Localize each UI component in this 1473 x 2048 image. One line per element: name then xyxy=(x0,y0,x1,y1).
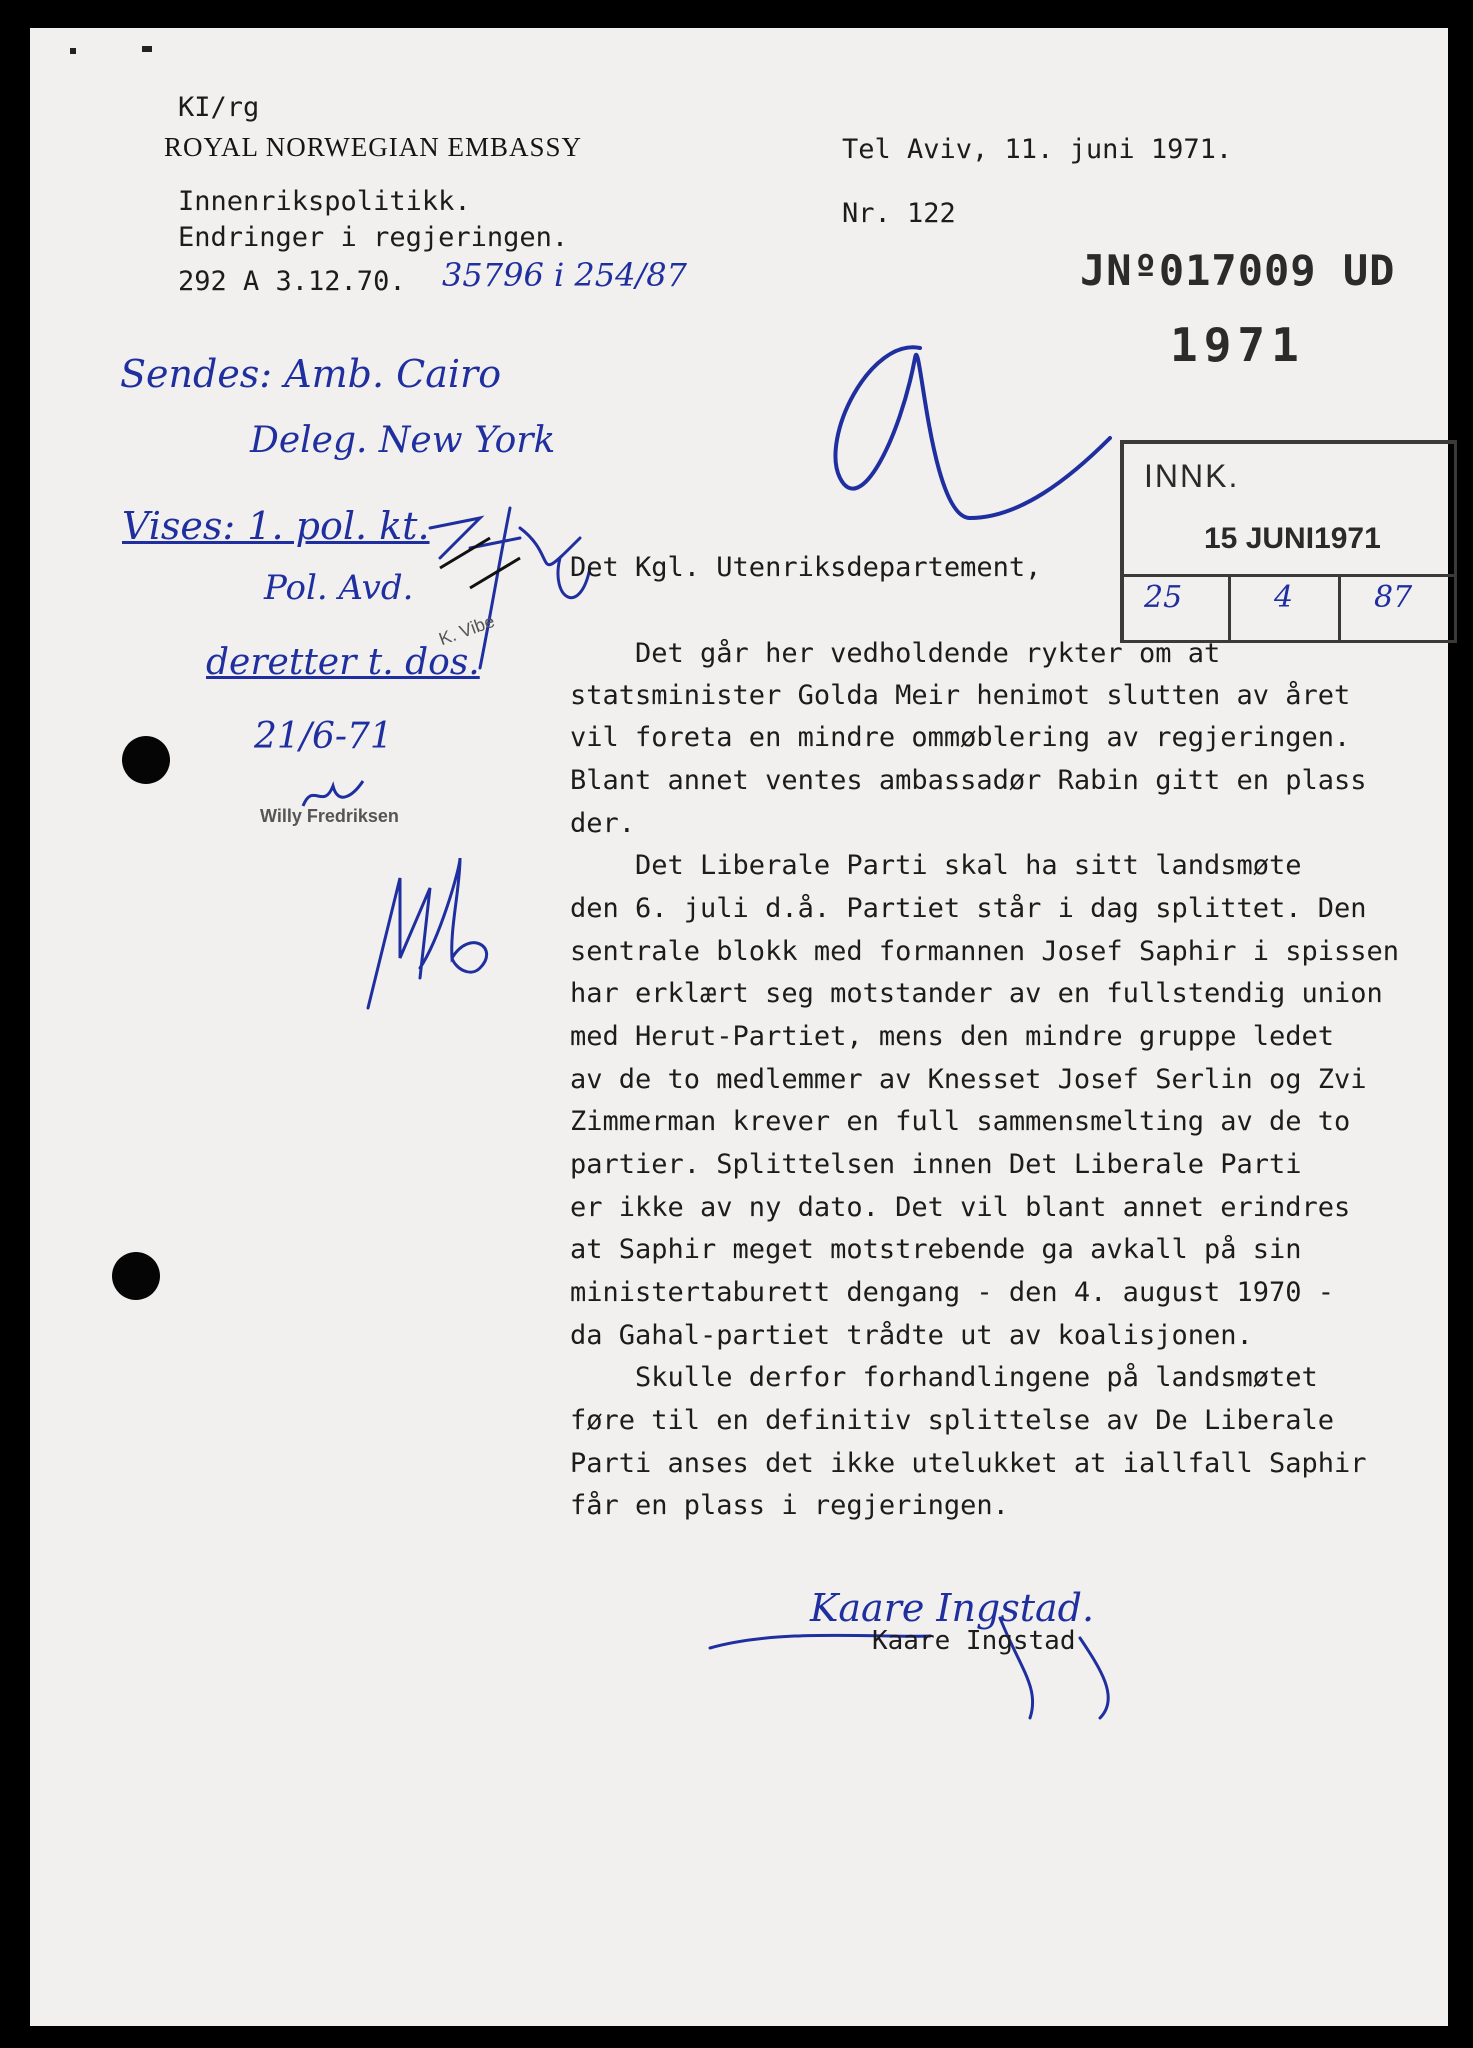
corner-mark xyxy=(70,48,76,54)
body-line: partier. Splittelsen innen Det Liberale Parti xyxy=(570,1149,1302,1180)
punch-hole xyxy=(112,1252,160,1300)
body-line: ministertaburett dengang - den 4. august 1970 - xyxy=(570,1277,1335,1308)
journal-stamp-number: JNº017009 UD xyxy=(1080,246,1396,295)
body-line: statsminister Golda Meir henimot slutten av året xyxy=(570,680,1351,711)
received-stamp xyxy=(1120,440,1457,643)
vibe-stamp: K. Vibe xyxy=(436,610,498,650)
stamp-cell-1: 25 xyxy=(1144,580,1183,615)
body-line: Det Liberale Parti skal ha sitt landsmøte xyxy=(570,850,1302,881)
subject-line-1: Innenrikspolitikk. xyxy=(178,186,471,217)
body-line: har erklært seg motstander av en fullstendig union xyxy=(570,978,1383,1009)
document-page xyxy=(30,28,1448,2026)
reference-handwritten: 35796 i 254/87 xyxy=(442,256,687,294)
place-date: Tel Aviv, 11. juni 1971. xyxy=(842,134,1233,165)
fredriksen-signature xyxy=(298,776,368,816)
stamp-divider xyxy=(1124,574,1454,577)
body-line: vil foreta en mindre ommøblering av regjeringen. xyxy=(570,722,1351,753)
note-sendes-2: Deleg. New York xyxy=(250,420,556,461)
body-line: av de to medlemmer av Knesset Josef Serlin og Zvi xyxy=(570,1064,1367,1095)
body-line: at Saphir meget motstrebende ga avkall på sin xyxy=(570,1234,1302,1265)
stamp-cell-2: 4 xyxy=(1274,580,1294,615)
body-line: med Herut-Partiet, mens den mindre gruppe ledet xyxy=(570,1021,1335,1052)
body-line: Det går her vedholdende rykter om at xyxy=(570,638,1221,669)
body-line: der. xyxy=(570,808,636,839)
body-line: er ikke av ny dato. Det vil blant annet erindres xyxy=(570,1192,1351,1223)
body-line: får en plass i regjeringen. xyxy=(570,1490,1009,1521)
punch-hole xyxy=(122,736,170,784)
body-line: Parti anses det ikke utelukket at iallfall Saphir xyxy=(570,1448,1367,1479)
note-date: 21/6-71 xyxy=(254,716,393,757)
note-vises-2: Pol. Avd. xyxy=(264,568,414,608)
body-line: Blant annet ventes ambassadør Rabin gitt en plass xyxy=(570,765,1367,796)
received-date: 15 JUNI1971 xyxy=(1204,522,1381,555)
sender-letterhead: ROYAL NORWEGIAN EMBASSY xyxy=(164,132,583,162)
body-line: føre til en definitiv splittelse av De Liberale xyxy=(570,1405,1335,1436)
note-sendes-1: Sendes: Amb. Cairo xyxy=(120,352,502,396)
handwritten-initial-scribble xyxy=(780,318,1160,558)
body-line: den 6. juli d.å. Partiet står i dag splittet. Den xyxy=(570,893,1367,924)
body-line: Zimmerman krever en full sammensmelting av de to xyxy=(570,1106,1351,1137)
reference: 292 A 3.12.70. xyxy=(178,266,406,297)
signature-handwritten: Kaare Ingstad. xyxy=(810,1586,1095,1630)
letter-number: Nr. 122 xyxy=(842,198,956,229)
journal-stamp-year: 1971 xyxy=(1170,318,1305,372)
note-vises-3: deretter t. dos. xyxy=(206,642,480,683)
body-line: Skulle derfor forhandlingene på landsmøtet xyxy=(570,1362,1318,1393)
note-vises-1: Vises: 1. pol. kt. xyxy=(122,504,430,548)
fredriksen-stamp: Willy Fredriksen xyxy=(260,806,399,826)
received-label: INNK. xyxy=(1144,458,1240,494)
signature-typed: Kaare Ingstad xyxy=(872,1626,1076,1656)
subject-line-2: Endringer i regjeringen. xyxy=(178,222,569,253)
stamp-cell-divider xyxy=(1338,574,1341,640)
body-line: da Gahal-partiet trådte ut av koalisjonen. xyxy=(570,1320,1253,1351)
body-line: sentrale blokk med formannen Josef Saphir i spissen xyxy=(570,936,1400,967)
initials: KI/rg xyxy=(178,92,260,123)
stamp-cell-3: 87 xyxy=(1374,580,1413,615)
stamp-cell-divider xyxy=(1228,574,1231,640)
corner-mark xyxy=(142,46,152,52)
handwritten-mb-initials xyxy=(360,848,500,1018)
salutation: Det Kgl. Utenriksdepartement, xyxy=(570,552,1042,583)
